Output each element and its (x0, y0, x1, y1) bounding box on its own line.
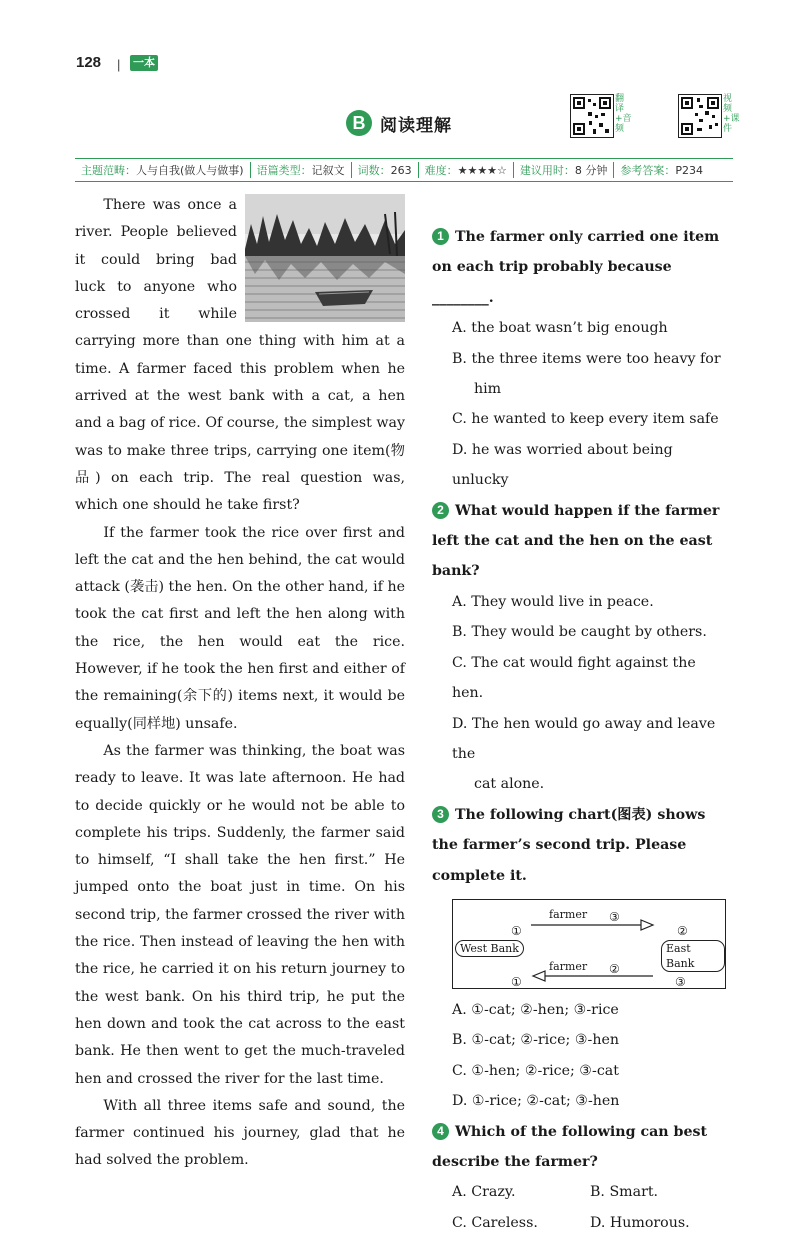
question-3-stem: The following chart(图表) shows the farmer’s second trip. Please complete it. (432, 806, 706, 884)
difficulty-value: ★★★★☆ (457, 164, 507, 177)
time-value: 8 分钟 (574, 164, 608, 177)
header-separator: | (117, 57, 121, 72)
option-1c[interactable]: C. he wanted to keep every item safe (452, 411, 719, 428)
arrow-top-head (641, 920, 653, 930)
west-bank-label: West Bank (455, 940, 524, 957)
question-1-stem: The farmer only carried one item on each trip probably because ________. (432, 229, 720, 306)
words-label: 词数： (357, 164, 391, 177)
passage-paragraph-4: With all three items safe and sound, the farmer continued his journey, glad that he had solved the problem. (75, 1097, 405, 1169)
reading-passage (75, 192, 405, 1175)
option-4c[interactable]: C. Careless. (452, 1214, 538, 1231)
option-1b-cont: him (474, 381, 502, 398)
question-2 (432, 496, 728, 587)
page-number: 128 (76, 54, 102, 71)
chart-bottom-label: farmer (549, 959, 588, 973)
chart-right-circle-3: ③ (675, 974, 686, 989)
option-2b[interactable]: B. They would be caught by others. (452, 624, 707, 641)
option-2a[interactable]: A. They would live in peace. (452, 593, 654, 610)
question-4 (432, 1117, 728, 1178)
answer-label: 参考答案： (620, 164, 676, 177)
words-value: 263 (390, 164, 412, 177)
qr-code-translation[interactable] (570, 94, 614, 138)
option-4b[interactable]: B. Smart. (590, 1184, 659, 1201)
option-1d[interactable]: D. he was worried about being unlucky (452, 441, 673, 489)
option-4a[interactable]: A. Crazy. (452, 1184, 516, 1201)
option-1b[interactable]: B. the three items were too heavy for (452, 350, 721, 367)
question-1 (432, 222, 728, 313)
qr-label-video: 视频+课件 (723, 94, 740, 134)
option-3b[interactable]: B. ①-cat; ②-rice; ③-hen (452, 1032, 620, 1049)
questions-column (432, 222, 728, 1238)
question-3 (432, 800, 728, 891)
passage-paragraph-3: As the farmer was thinking, the boat was ready to leave. It was late afternoon. He had to decide quickly or he would not be able to complete his trips. Suddenly, the farmer said to himself, “I shall take the hen first.” He jumped onto the boat just in time. On his second trip, the farmer crossed the river with the rice. Then instead of leaving the hen with the rice, he carried it on his return journey to the west bank. On his third trip, he put the hen down and took the cat across to the east bank. He then went to get the much-traveled hen and crossed the river for the last time. (75, 742, 405, 1087)
question-number-1: 1 (432, 228, 449, 245)
chart-right-circle-2: ② (677, 923, 688, 938)
question-number-4: 4 (432, 1123, 449, 1140)
passage-paragraph-1: There was once a river. People believed it could bring bad luck to anyone who crossed it while carrying more than one thing with him at a time. A farmer faced this problem when he arrived at the west bank with a cat, a hen and a bag of rice. Of course, the simplest way was to make three trips, carrying one item(物品) on each trip. The real question was, which one should he take first? (75, 197, 405, 514)
arrow-bottom-head (533, 971, 545, 981)
question-4-stem: Which of the following can best describe the farmer? (432, 1123, 708, 1170)
option-1a[interactable]: A. the boat wasn’t big enough (452, 320, 668, 337)
passage-paragraph-2: If the farmer took the rice over first and left the cat and the hen behind, the cat would attack (袭击) the hen. On the other hand, if he took the cat first and left the hen along with the rice, the hen would eat the rice. However, if he took the hen first and either of the remaining(余下的) items next, it would be equally(同样地) unsafe. (75, 524, 405, 732)
topic-label: 主题范畴： (81, 164, 136, 177)
qr-code-video[interactable] (678, 94, 722, 138)
qr-label-translation: 翻译+音频 (615, 94, 632, 134)
option-2d-cont: cat alone. (474, 776, 545, 793)
question-2-stem: What would happen if the farmer left the cat and the hen on the east bank? (432, 502, 720, 580)
option-3d[interactable]: D. ①-rice; ②-cat; ③-hen (452, 1093, 620, 1110)
option-3c[interactable]: C. ①-hen; ②-rice; ③-cat (452, 1062, 619, 1079)
question-number-2: 2 (432, 502, 449, 519)
river-boat-illustration (245, 194, 405, 322)
options-4-row-1 (432, 1177, 728, 1207)
chart-top-label: farmer (549, 907, 588, 921)
trip-chart (452, 899, 726, 989)
question-number-3: 3 (432, 806, 449, 823)
difficulty-label: 难度： (424, 164, 458, 177)
topic-value: 人与自我(做人与做事) (136, 164, 244, 177)
options-4-row-2 (432, 1208, 728, 1238)
option-3a[interactable]: A. ①-cat; ②-hen; ③-rice (452, 1001, 619, 1018)
option-2c[interactable]: C. The cat would fight against the hen. (452, 654, 696, 702)
section-title: 阅读理解 (380, 116, 452, 136)
chart-bottom-circle-2: ② (609, 961, 620, 976)
section-letter-badge: B (346, 110, 372, 136)
type-value: 记叙文 (311, 164, 345, 177)
option-2d[interactable]: D. The hen would go away and leave the (452, 715, 716, 762)
option-4d[interactable]: D. Humorous. (590, 1214, 690, 1231)
brand-logo: 一本 (130, 55, 158, 71)
answer-value: P234 (675, 164, 704, 177)
info-bar (75, 158, 733, 182)
east-bank-label: East Bank (661, 940, 725, 972)
type-label: 语篇类型： (256, 164, 312, 177)
chart-left-circle-1b: ① (511, 974, 522, 989)
chart-left-circle-1: ① (511, 923, 522, 938)
time-label: 建议用时： (519, 164, 575, 177)
chart-top-circle-3: ③ (609, 909, 620, 924)
